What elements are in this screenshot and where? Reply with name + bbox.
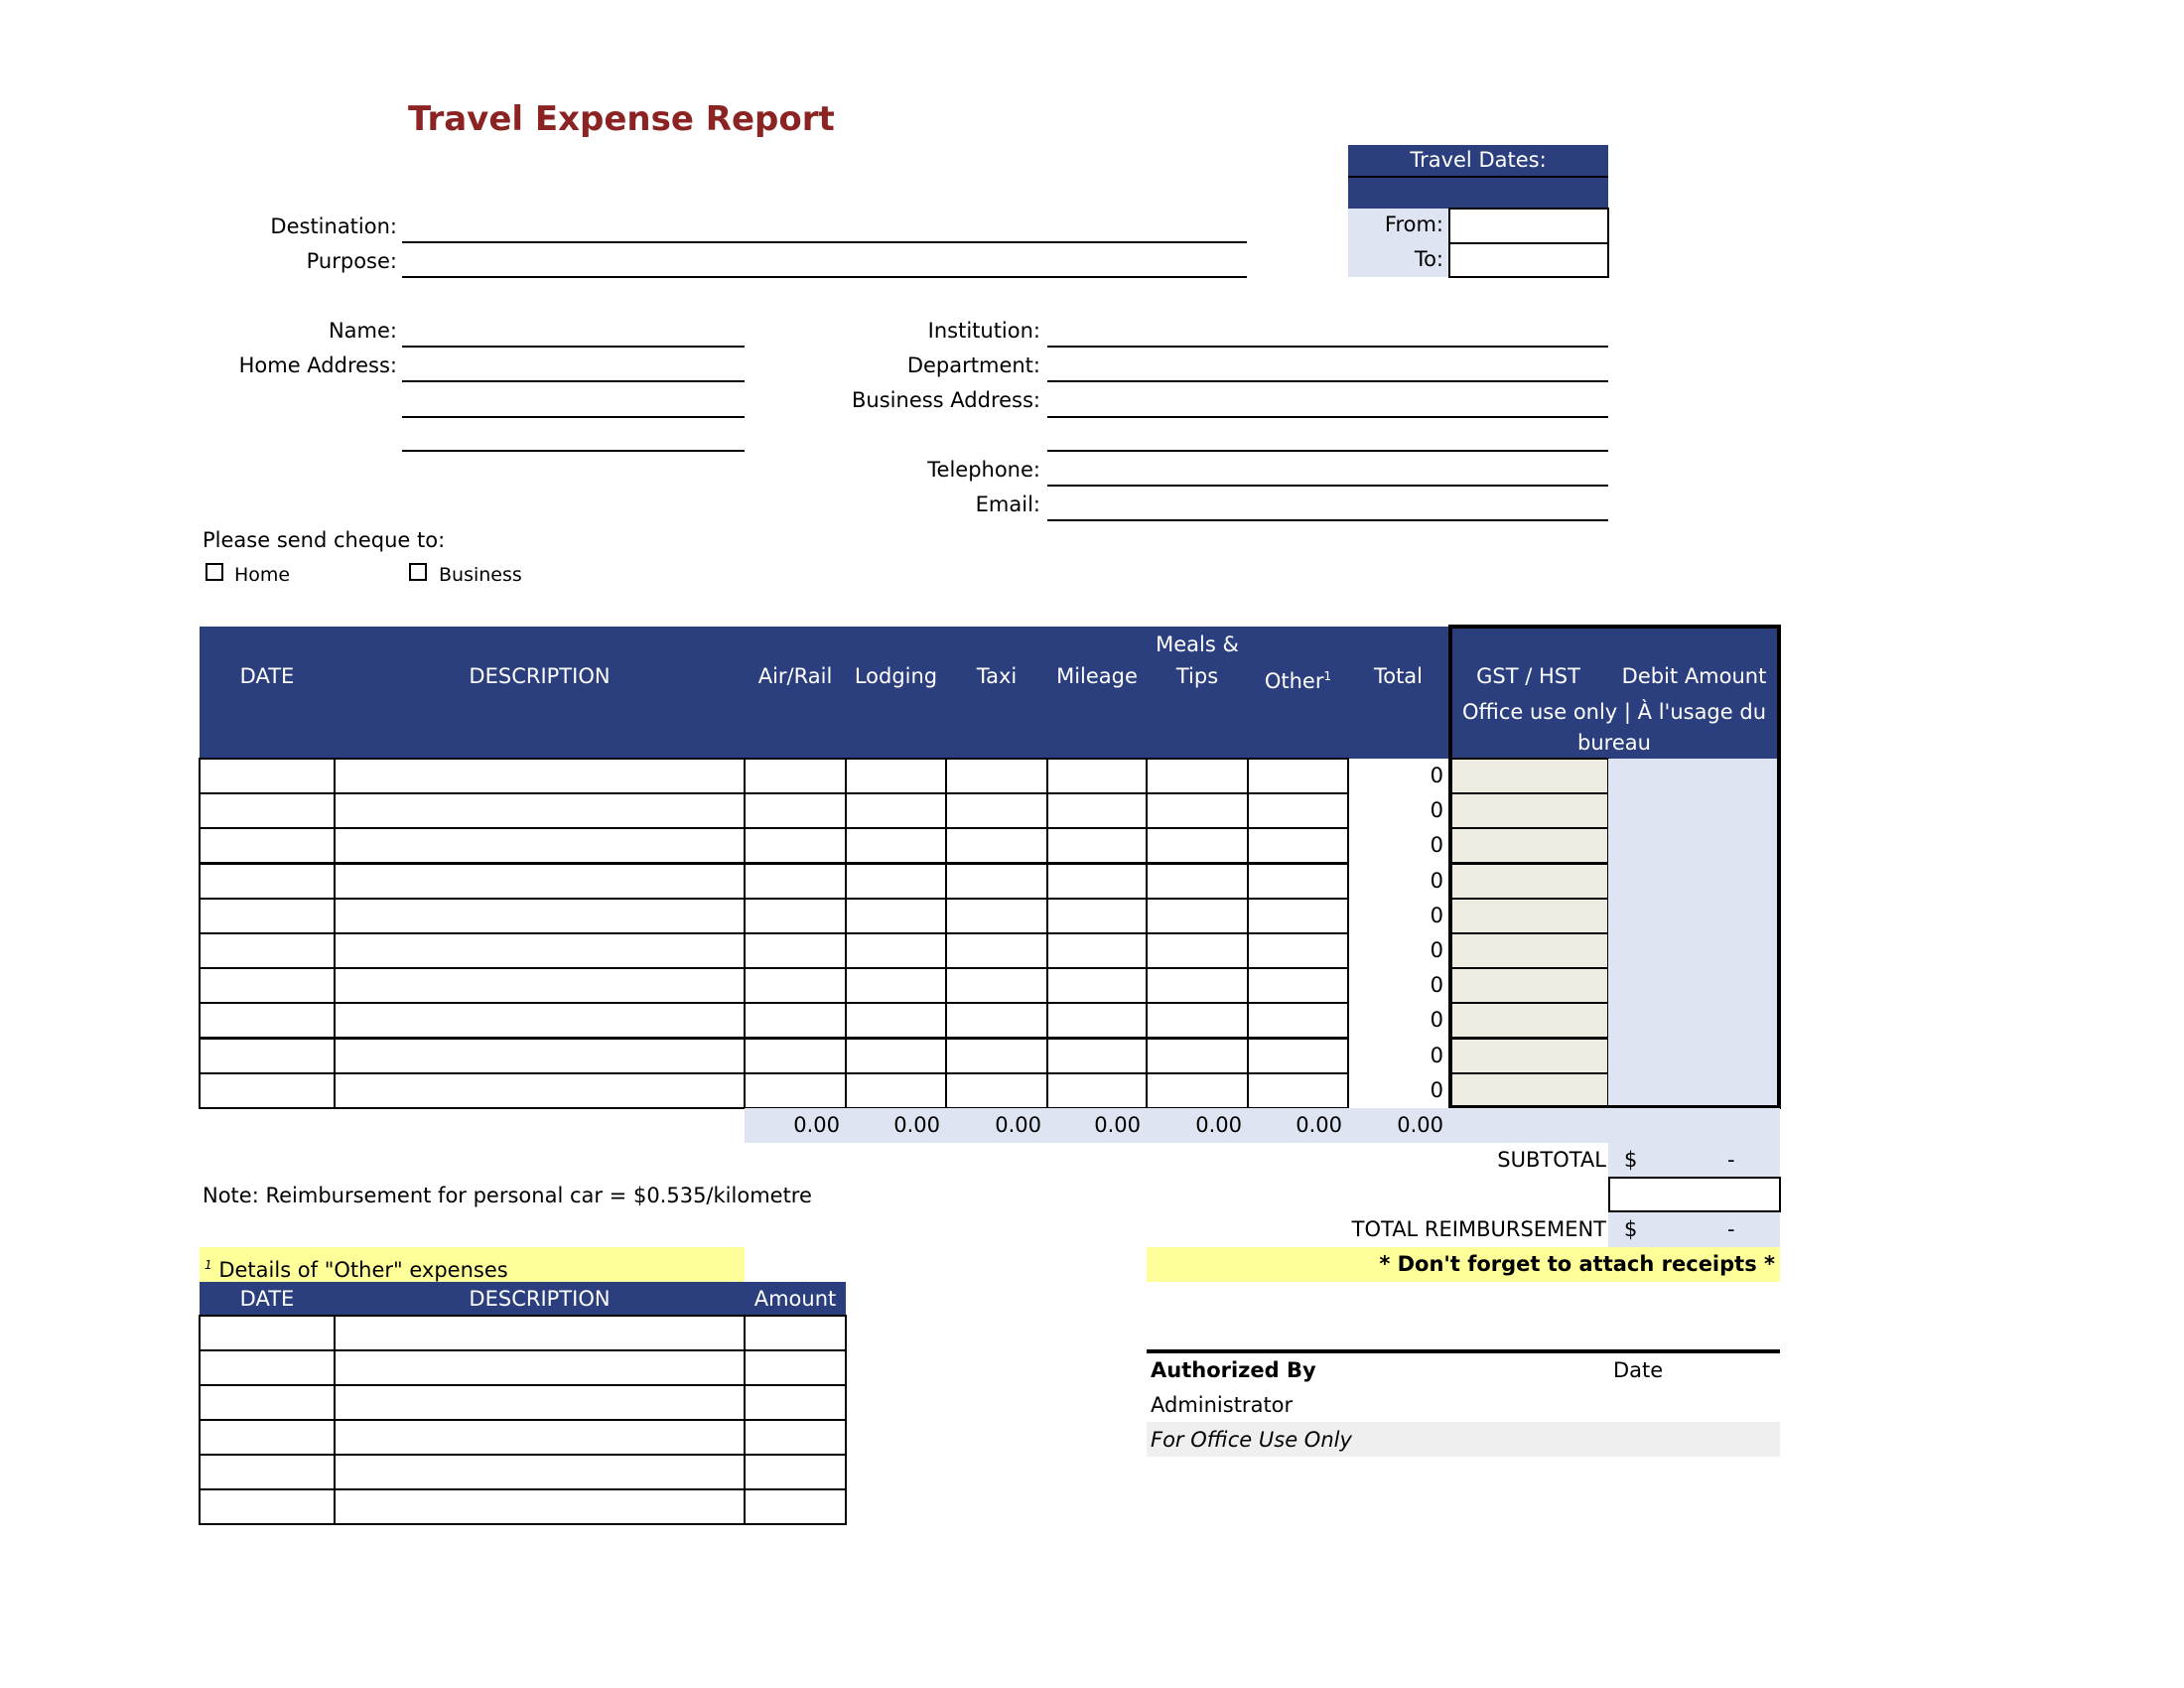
institution-field[interactable] <box>1047 346 1608 348</box>
cell-other[interactable] <box>1247 967 1349 1004</box>
cell-mileage[interactable] <box>1046 1038 1148 1074</box>
col-total: Total <box>1373 664 1424 688</box>
cell-other[interactable] <box>1247 827 1349 864</box>
cell-lodging[interactable] <box>845 758 947 794</box>
cell-description[interactable] <box>334 898 746 934</box>
home-checkbox[interactable] <box>205 563 223 581</box>
cell-mileage[interactable] <box>1046 863 1148 900</box>
department-label: Department: <box>906 353 1040 377</box>
row-total: 0 <box>1430 764 1443 787</box>
gst-hst-cell[interactable] <box>1448 1038 1609 1074</box>
row-total: 0 <box>1430 973 1443 997</box>
cell-date[interactable] <box>199 932 336 969</box>
row-total: 0 <box>1430 798 1443 822</box>
page-title: Travel Expense Report <box>408 99 835 139</box>
to-label: To: <box>1414 247 1443 271</box>
cell-lodging[interactable] <box>845 1072 947 1109</box>
cell-description[interactable] <box>334 932 746 969</box>
email-field[interactable] <box>1047 519 1608 521</box>
cell-lodging[interactable] <box>845 932 947 969</box>
col-debit-amount: Debit Amount <box>1621 664 1767 688</box>
other-cell-description[interactable] <box>334 1384 746 1421</box>
cell-taxi[interactable] <box>945 758 1048 794</box>
cell-lodging[interactable] <box>845 967 947 1004</box>
business-checkbox[interactable] <box>409 563 427 581</box>
other-cell-date[interactable] <box>199 1315 336 1351</box>
home-address-label: Home Address: <box>238 353 397 377</box>
cell-taxi[interactable] <box>945 898 1048 934</box>
cell-air-rail[interactable] <box>744 932 847 969</box>
cell-taxi[interactable] <box>945 967 1048 1004</box>
cell-meals[interactable] <box>1146 932 1249 969</box>
authorization-rule <box>1147 1349 1780 1353</box>
purpose-label: Purpose: <box>306 249 397 273</box>
name-field[interactable] <box>402 346 745 348</box>
cell-taxi[interactable] <box>945 932 1048 969</box>
from-date-input[interactable] <box>1448 208 1609 244</box>
total-meals: 0.00 <box>1195 1113 1242 1137</box>
other-cell-amount[interactable] <box>744 1315 847 1351</box>
office-use-note: Office use only | À l'usage du <box>1462 700 1766 724</box>
cell-description[interactable] <box>334 758 746 794</box>
subtotal-value: - <box>1727 1148 1735 1172</box>
total-reimbursement-label: TOTAL REIMBURSEMENT <box>1351 1217 1606 1241</box>
cell-other[interactable] <box>1247 932 1349 969</box>
other-cell-date[interactable] <box>199 1419 336 1456</box>
cell-description[interactable] <box>334 967 746 1004</box>
col-meals-line2: Tips <box>1175 664 1219 688</box>
cell-lodging[interactable] <box>845 1002 947 1039</box>
adjustment-input[interactable] <box>1608 1177 1781 1212</box>
other-cell-amount[interactable] <box>744 1488 847 1525</box>
cell-date[interactable] <box>199 967 336 1004</box>
cell-other[interactable] <box>1247 1002 1349 1039</box>
from-label: From: <box>1384 212 1443 236</box>
other-col-description: DESCRIPTION <box>469 1287 611 1311</box>
cell-meals[interactable] <box>1146 792 1249 829</box>
cell-date[interactable] <box>199 1072 336 1109</box>
other-col-date: DATE <box>239 1287 295 1311</box>
col-date: DATE <box>239 664 295 688</box>
gst-hst-cell[interactable] <box>1448 792 1609 829</box>
office-use-note-2: bureau <box>1577 731 1651 755</box>
cell-mileage[interactable] <box>1046 967 1148 1004</box>
business-address-label: Business Address: <box>852 388 1040 412</box>
total-reimbursement-value: - <box>1727 1217 1735 1241</box>
cell-taxi[interactable] <box>945 1038 1048 1074</box>
cell-other[interactable] <box>1247 758 1349 794</box>
cell-air-rail[interactable] <box>744 1038 847 1074</box>
authorized-by-label: Authorized By <box>1151 1358 1316 1382</box>
other-cell-amount[interactable] <box>744 1384 847 1421</box>
total-taxi: 0.00 <box>995 1113 1041 1137</box>
cell-taxi[interactable] <box>945 792 1048 829</box>
travel-dates-header: Travel Dates: <box>1410 148 1547 172</box>
cell-meals[interactable] <box>1146 863 1249 900</box>
total-lodging: 0.00 <box>893 1113 940 1137</box>
cell-air-rail[interactable] <box>744 792 847 829</box>
cell-taxi[interactable] <box>945 1072 1048 1109</box>
purpose-field[interactable] <box>402 276 1247 278</box>
cell-date[interactable] <box>199 792 336 829</box>
cell-other[interactable] <box>1247 792 1349 829</box>
to-date-input[interactable] <box>1448 242 1609 278</box>
row-total: 0 <box>1430 904 1443 927</box>
business-address-field-2[interactable] <box>1047 450 1608 452</box>
destination-field[interactable] <box>402 241 1247 243</box>
cell-air-rail[interactable] <box>744 827 847 864</box>
cell-lodging[interactable] <box>845 898 947 934</box>
total-total: 0.00 <box>1397 1113 1443 1137</box>
col-gst-hst: GST / HST <box>1476 664 1580 688</box>
cell-lodging[interactable] <box>845 1038 947 1074</box>
business-address-field-1[interactable] <box>1047 416 1608 418</box>
telephone-label: Telephone: <box>927 458 1040 482</box>
col-description: DESCRIPTION <box>469 664 611 688</box>
other-cell-description[interactable] <box>334 1454 746 1490</box>
cell-mileage[interactable] <box>1046 1072 1148 1109</box>
row-total: 0 <box>1430 869 1443 893</box>
subtotal-label: SUBTOTAL <box>1497 1148 1606 1172</box>
gst-hst-cell[interactable] <box>1448 1072 1609 1109</box>
cell-meals[interactable] <box>1146 898 1249 934</box>
col-other <box>1248 661 1348 697</box>
home-checkbox-label: Home <box>234 564 291 586</box>
cell-air-rail[interactable] <box>744 758 847 794</box>
cell-air-rail[interactable] <box>744 967 847 1004</box>
cell-date[interactable] <box>199 898 336 934</box>
cell-description[interactable] <box>334 1072 746 1109</box>
gst-hst-cell[interactable] <box>1448 932 1609 969</box>
other-cell-description[interactable] <box>334 1315 746 1351</box>
cell-taxi[interactable] <box>945 863 1048 900</box>
cell-description[interactable] <box>334 1002 746 1039</box>
telephone-field[interactable] <box>1047 485 1608 487</box>
cell-air-rail[interactable] <box>744 1002 847 1039</box>
business-checkbox-label: Business <box>439 564 522 586</box>
cell-taxi[interactable] <box>945 1002 1048 1039</box>
cell-other[interactable] <box>1247 1072 1349 1109</box>
authorization-date-label: Date <box>1613 1358 1664 1382</box>
debit-amount-area <box>1608 759 1780 1108</box>
cell-description[interactable] <box>334 1038 746 1074</box>
cell-other[interactable] <box>1247 898 1349 934</box>
home-address-field-2[interactable] <box>402 416 745 418</box>
cell-meals[interactable] <box>1146 758 1249 794</box>
cell-taxi[interactable] <box>945 827 1048 864</box>
other-details-title: Details of "Other" expenses <box>218 1258 508 1282</box>
other-cell-description[interactable] <box>334 1488 746 1525</box>
name-label: Name: <box>328 319 397 343</box>
cell-other[interactable] <box>1247 863 1349 900</box>
other-details-footnote: 1 <box>205 1258 212 1272</box>
administrator-label: Administrator <box>1151 1393 1294 1417</box>
gst-hst-cell[interactable] <box>1448 758 1609 794</box>
cell-lodging[interactable] <box>845 863 947 900</box>
subtotal-currency: $ <box>1624 1148 1638 1172</box>
gst-hst-cell[interactable] <box>1448 898 1609 934</box>
col-mileage: Mileage <box>1056 664 1138 688</box>
cell-lodging[interactable] <box>845 792 947 829</box>
total-other: 0.00 <box>1296 1113 1342 1137</box>
mileage-note: Note: Reimbursement for personal car = $0.535/kilometre <box>203 1184 812 1207</box>
cell-meals[interactable] <box>1146 827 1249 864</box>
cell-mileage[interactable] <box>1046 1002 1148 1039</box>
col-other-footnote: 1 <box>1323 669 1332 683</box>
travel-dates-divider <box>1348 176 1608 178</box>
cell-mileage[interactable] <box>1046 898 1148 934</box>
cell-other[interactable] <box>1247 1038 1349 1074</box>
other-cell-amount[interactable] <box>744 1419 847 1456</box>
cell-meals[interactable] <box>1146 1072 1249 1109</box>
row-total: 0 <box>1430 938 1443 962</box>
col-air-rail: Air/Rail <box>757 664 833 688</box>
gst-hst-cell[interactable] <box>1448 967 1609 1004</box>
other-cell-description[interactable] <box>334 1349 746 1386</box>
cell-date[interactable] <box>199 1038 336 1074</box>
col-other-text: Other <box>1264 669 1324 693</box>
destination-label: Destination: <box>270 214 397 238</box>
other-col-amount: Amount <box>753 1287 837 1311</box>
total-air-rail: 0.00 <box>793 1113 840 1137</box>
other-details-title-wrap <box>205 1250 508 1285</box>
cell-meals[interactable] <box>1146 967 1249 1004</box>
institution-label: Institution: <box>927 319 1040 343</box>
cell-air-rail[interactable] <box>744 1072 847 1109</box>
other-cell-amount[interactable] <box>744 1349 847 1386</box>
other-cell-date[interactable] <box>199 1454 336 1490</box>
row-total: 0 <box>1430 1078 1443 1102</box>
cell-meals[interactable] <box>1146 1002 1249 1039</box>
cell-meals[interactable] <box>1146 1038 1249 1074</box>
col-meals-line1: Meals & <box>1156 633 1239 656</box>
gst-hst-cell[interactable] <box>1448 863 1609 900</box>
cell-date[interactable] <box>199 863 336 900</box>
cell-mileage[interactable] <box>1046 792 1148 829</box>
gst-hst-cell[interactable] <box>1448 827 1609 864</box>
other-cell-date[interactable] <box>199 1488 336 1525</box>
cell-air-rail[interactable] <box>744 863 847 900</box>
cell-date[interactable] <box>199 827 336 864</box>
office-use-only-label: For Office Use Only <box>1151 1428 1352 1452</box>
cell-description[interactable] <box>334 792 746 829</box>
cell-mileage[interactable] <box>1046 827 1148 864</box>
total-mileage: 0.00 <box>1094 1113 1141 1137</box>
cheque-prompt: Please send cheque to: <box>203 528 446 552</box>
total-reimbursement-currency: $ <box>1624 1217 1638 1241</box>
cell-lodging[interactable] <box>845 827 947 864</box>
email-label: Email: <box>975 492 1040 516</box>
other-cell-date[interactable] <box>199 1384 336 1421</box>
cell-description[interactable] <box>334 827 746 864</box>
other-cell-date[interactable] <box>199 1349 336 1386</box>
home-address-field-3[interactable] <box>402 450 745 452</box>
other-cell-description[interactable] <box>334 1419 746 1456</box>
cell-description[interactable] <box>334 863 746 900</box>
other-cell-amount[interactable] <box>744 1454 847 1490</box>
row-total: 0 <box>1430 833 1443 857</box>
col-taxi: Taxi <box>976 664 1018 688</box>
cell-mileage[interactable] <box>1046 932 1148 969</box>
department-field[interactable] <box>1047 380 1608 382</box>
receipts-note: * Don't forget to attach receipts * <box>1379 1252 1775 1276</box>
cell-date[interactable] <box>199 1002 336 1039</box>
col-lodging: Lodging <box>854 664 938 688</box>
home-address-field-1[interactable] <box>402 380 745 382</box>
gst-hst-cell[interactable] <box>1448 1002 1609 1039</box>
cell-air-rail[interactable] <box>744 898 847 934</box>
cell-date[interactable] <box>199 758 336 794</box>
cell-mileage[interactable] <box>1046 758 1148 794</box>
row-total: 0 <box>1430 1044 1443 1067</box>
row-total: 0 <box>1430 1008 1443 1032</box>
